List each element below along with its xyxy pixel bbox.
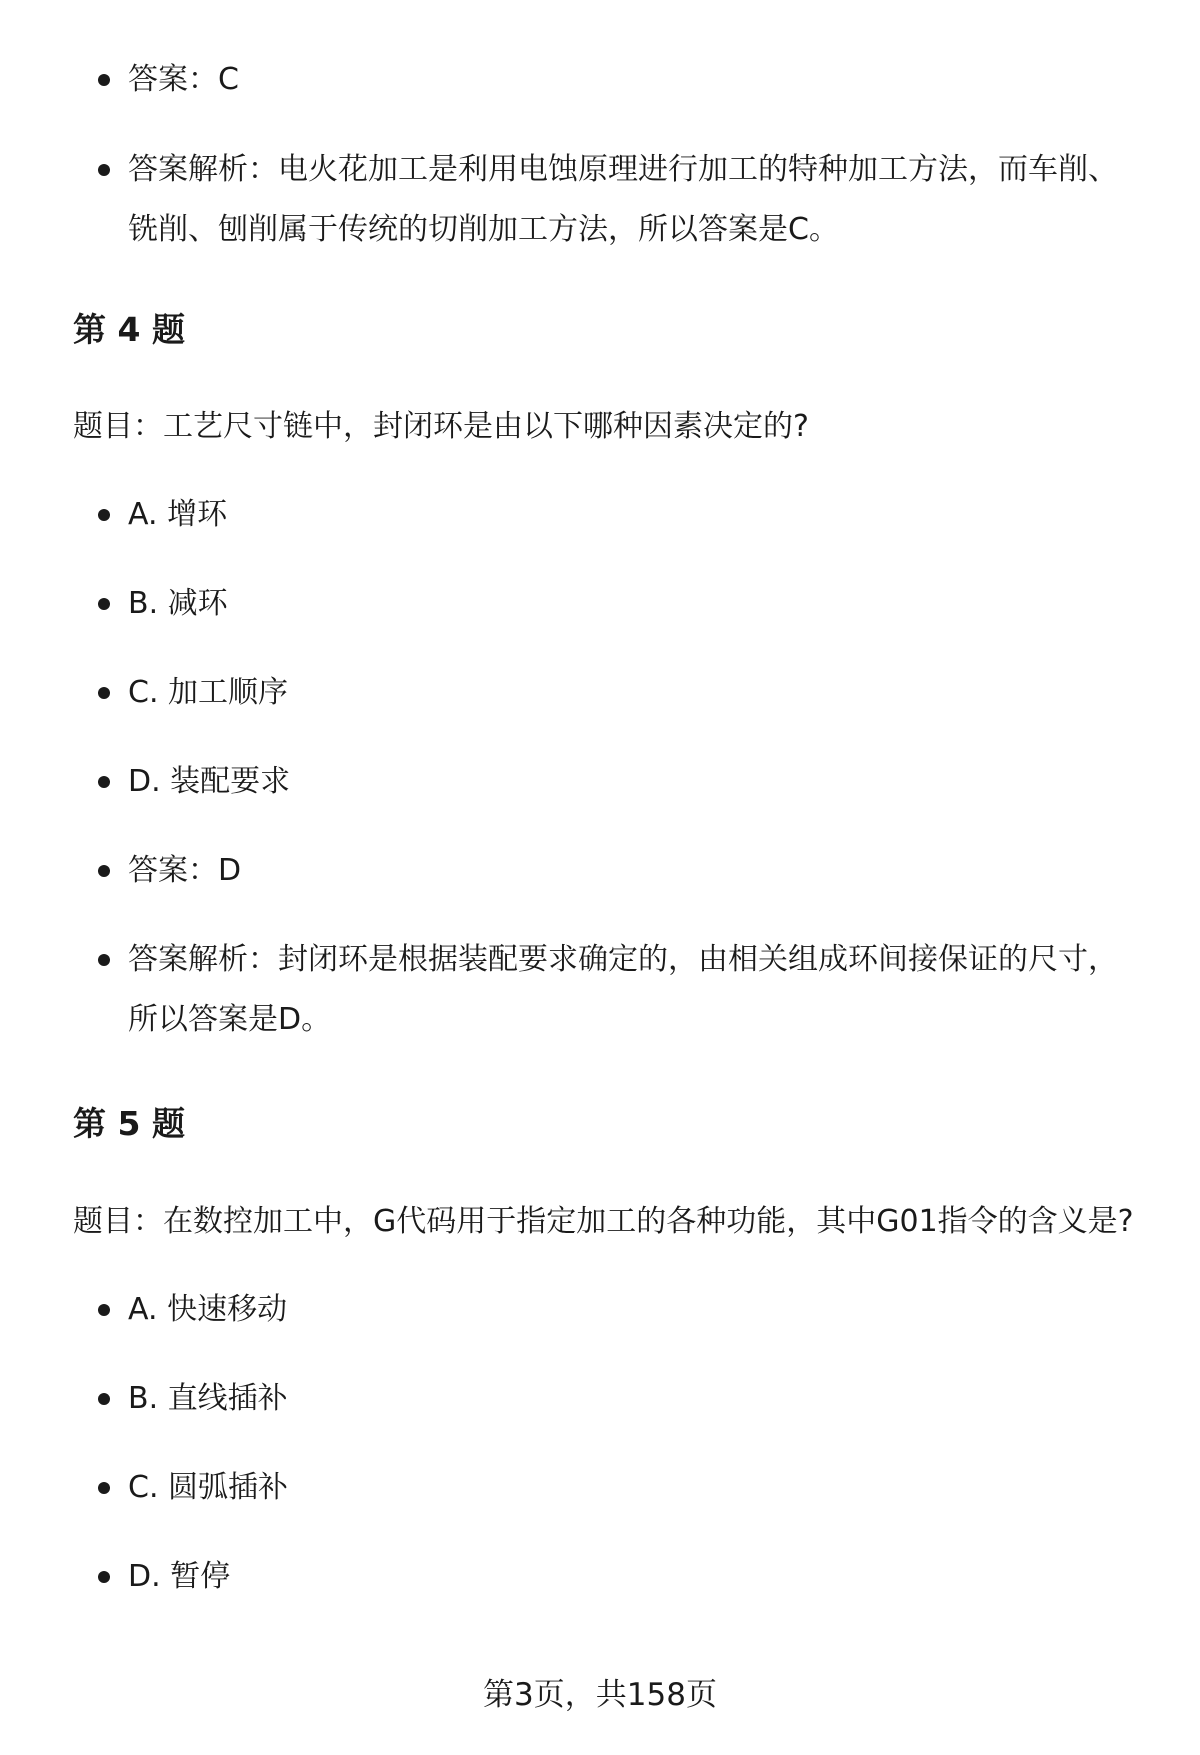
q4-explanation: 答案解析：封闭环是根据装配要求确定的，由相关组成环间接保证的尺寸，所以答案是D。 (73, 930, 1143, 1050)
q5-heading: 第 5 题 (73, 1104, 185, 1143)
q5-option-a: A. 快速移动 (73, 1280, 1143, 1340)
prev-question-list (73, 50, 1143, 110)
q4-option-a: A. 增环 (73, 485, 1143, 545)
page-footer: 第3页，共158页 (483, 1677, 717, 1713)
q4-answer: 答案：D (73, 841, 1143, 901)
q5-option-b: B. 直线插补 (73, 1369, 1143, 1429)
q5-option-d: D. 暂停 (73, 1547, 1143, 1607)
prev-explanation: 答案解析：电火花加工是利用电蚀原理进行加工的特种加工方法，而车削、铣削、刨削属于传统的切削加工方法，所以答案是C。 (73, 140, 1143, 260)
q5-stem: 题目：在数控加工中，G代码用于指定加工的各种功能，其中G01指令的含义是? (73, 1204, 1134, 1239)
prev-explanation-list (73, 140, 1143, 260)
q4-stem: 题目：工艺尺寸链中，封闭环是由以下哪种因素决定的? (73, 409, 809, 444)
q4-option-c: C. 加工顺序 (73, 663, 1143, 723)
q4-heading: 第 4 题 (73, 310, 185, 349)
q4-option-b: B. 减环 (73, 574, 1143, 634)
q4-option-d: D. 装配要求 (73, 752, 1143, 812)
prev-answer: 答案：C (73, 50, 1143, 110)
q5-option-c: C. 圆弧插补 (73, 1458, 1143, 1518)
